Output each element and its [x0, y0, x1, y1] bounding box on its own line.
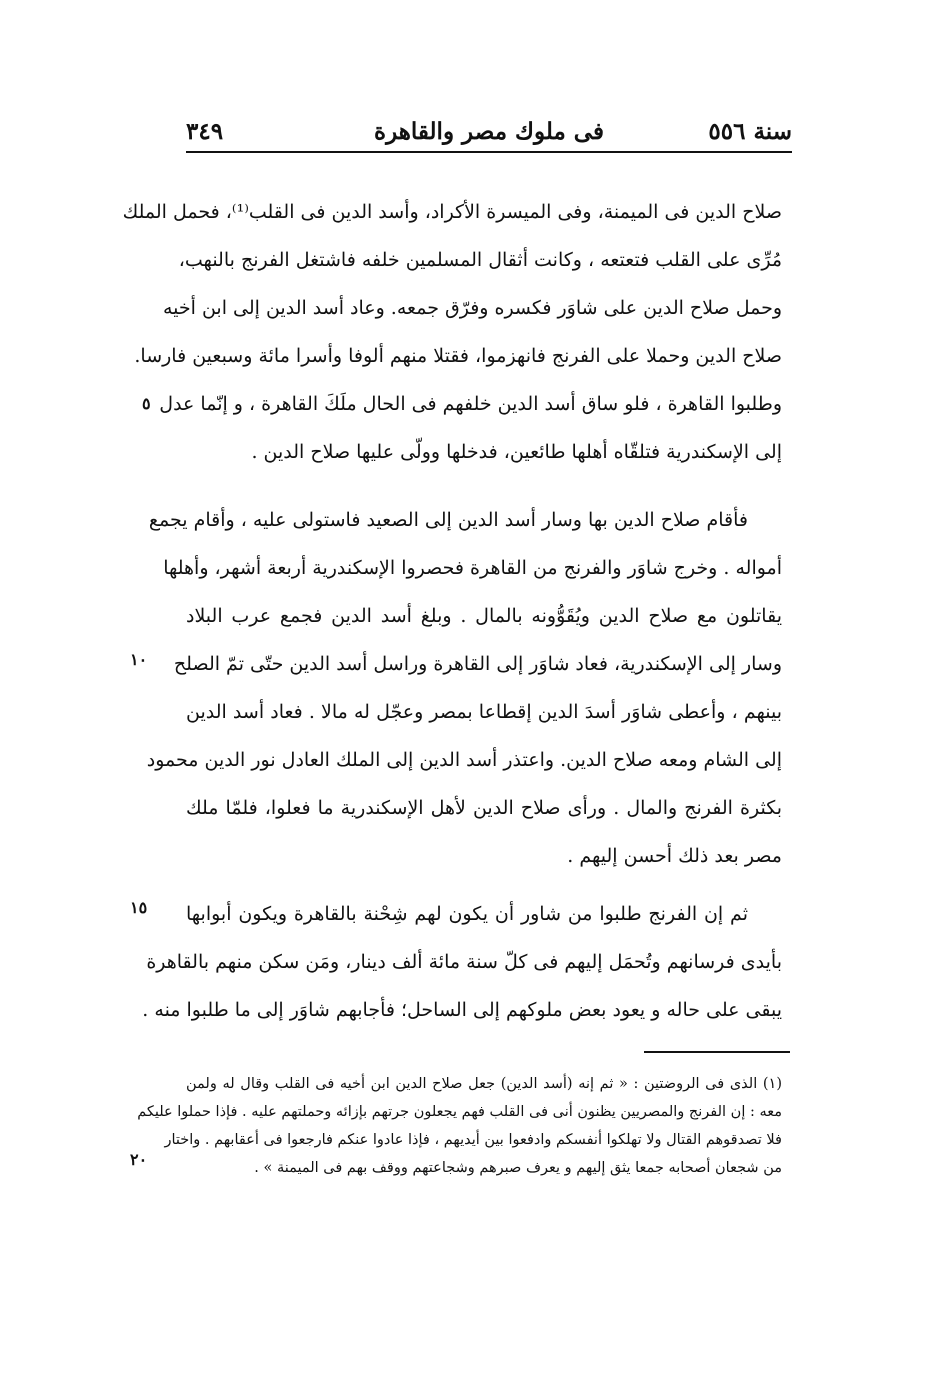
- text-line: بينهم ، وأعطى شاوَر أسدَ الدين إقطاعا بمصر وعجّل له مالا . فعاد أسد الدين: [186, 701, 782, 723]
- footnote-line: (١) الذى فى الروضتين : « ثم إنه (أسد الدين) جعل صلاح الدين ابن أخيه فى القلب وقال له ولمن: [186, 1076, 782, 1092]
- text-line: بكثرة الفرنج والمال . ورأى صلاح الدين لأهل الإسكندرية ما فعلوا، فلمّا ملك: [186, 797, 782, 819]
- header-rule: [186, 151, 792, 153]
- text-line: صلاح الدين وحملا على الفرنج فانهزموا، فقتلا منهم ألوفا وأسرا مائة وسبعين فارسا.: [134, 345, 782, 367]
- page-number: ٣٤٩: [186, 118, 224, 145]
- margin-line-number: ٥: [142, 394, 151, 413]
- text-line: وحمل صلاح الدين على شاوَر فكسره وفرّق جمعه. وعاد أسد الدين إلى ابن أخيه: [162, 297, 782, 319]
- text-line: فأقام صلاح الدين بها وسار أسد الدين إلى الصعيد فاستولى عليه ، وأقام يجمع: [148, 509, 748, 531]
- footnote-rule: [644, 1051, 790, 1053]
- footnote-line: معه : إن الفرنج والمصريين يظنون أنى فى القلب فهم يجعلون جرتهم بإزائه وحملتهم عليه . فإذا حملوا عليكم: [137, 1104, 782, 1120]
- paragraph-1: [122, 188, 782, 476]
- running-head: [186, 114, 792, 150]
- year-heading: سنة ٥٥٦: [708, 118, 792, 145]
- text-line: يبقى على حاله و يعود بعض ملوكهم إلى الساحل؛ فأجابهم شاوَر إلى ما طلبوا منه .: [142, 999, 782, 1021]
- text-line: مُرِّى على القلب فتعتعه ، وكانت أثقال المسلمين خلفه فاشتغل الفرنج بالنهب،: [178, 249, 782, 271]
- text-line: إلى الإسكندرية فتلقّاه أهلها طائعين، فدخلها وولّى عليها صلاح الدين .: [251, 441, 782, 463]
- text-line: ثم إن الفرنج طلبوا من شاور أن يكون لهم شِحْنة بالقاهرة ويكون أبوابها: [186, 903, 748, 925]
- footnote-line: فلا تصدقوهم القتال ولا تهلكوا أنفسكم وادفعوا بين أيديهم ، فإذا عادوا عنكم فارجعوا فى أعقابهم . واختار: [164, 1132, 782, 1148]
- footnote-line: من شجعان أصحابه جمعا يثق إليهم و يعرف صبرهم وشجاعتهم ووقف بهم فى الميمنة » .: [254, 1160, 782, 1176]
- text-line: يقاتلون مع صلاح الدين ويُقَوُّونه بالمال . وبلغ أسد الدين فجمع عرب البلاد: [186, 605, 782, 627]
- text-line: مصر بعد ذلك أحسن إليهم .: [567, 845, 782, 867]
- paragraph-3: [142, 890, 782, 1034]
- margin-line-number: ١٠: [130, 650, 148, 669]
- text-line: بأيدى فرسانهم وتُحمَل إليهم فى كلّ سنة مائة ألف دينار، ومَن سكن منهم بالقاهرة: [146, 951, 782, 973]
- margin-line-number: ٢٠: [130, 1150, 148, 1169]
- running-title: فى ملوك مصر والقاهرة: [374, 118, 604, 145]
- text-line: وسار إلى الإسكندرية، فعاد شاوَر إلى القاهرة وراسل أسد الدين حتّى تمّ الصلح: [173, 653, 782, 675]
- text-line: وطلبوا القاهرة ، فلو ساق أسد الدين خلفهم فى الحال ملَكَ القاهرة ، و إنّما عدل: [159, 393, 782, 415]
- text-line: صلاح الدين فى الميمنة، وفى الميسرة الأكراد، وأسد الدين فى القلب⁽¹⁾، فحمل الملك: [122, 201, 782, 223]
- text-line: إلى الشام ومعه صلاح الدين. واعتذر أسد الدين إلى الملك العادل نور الدين محمود: [146, 749, 782, 771]
- text-line: أمواله . وخرج شاوَر والفرنج من القاهرة فحصروا الإسكندرية أربعة أشهر، وأهلها: [163, 557, 782, 579]
- margin-line-number: ١٥: [130, 898, 148, 917]
- paragraph-2: [146, 496, 782, 880]
